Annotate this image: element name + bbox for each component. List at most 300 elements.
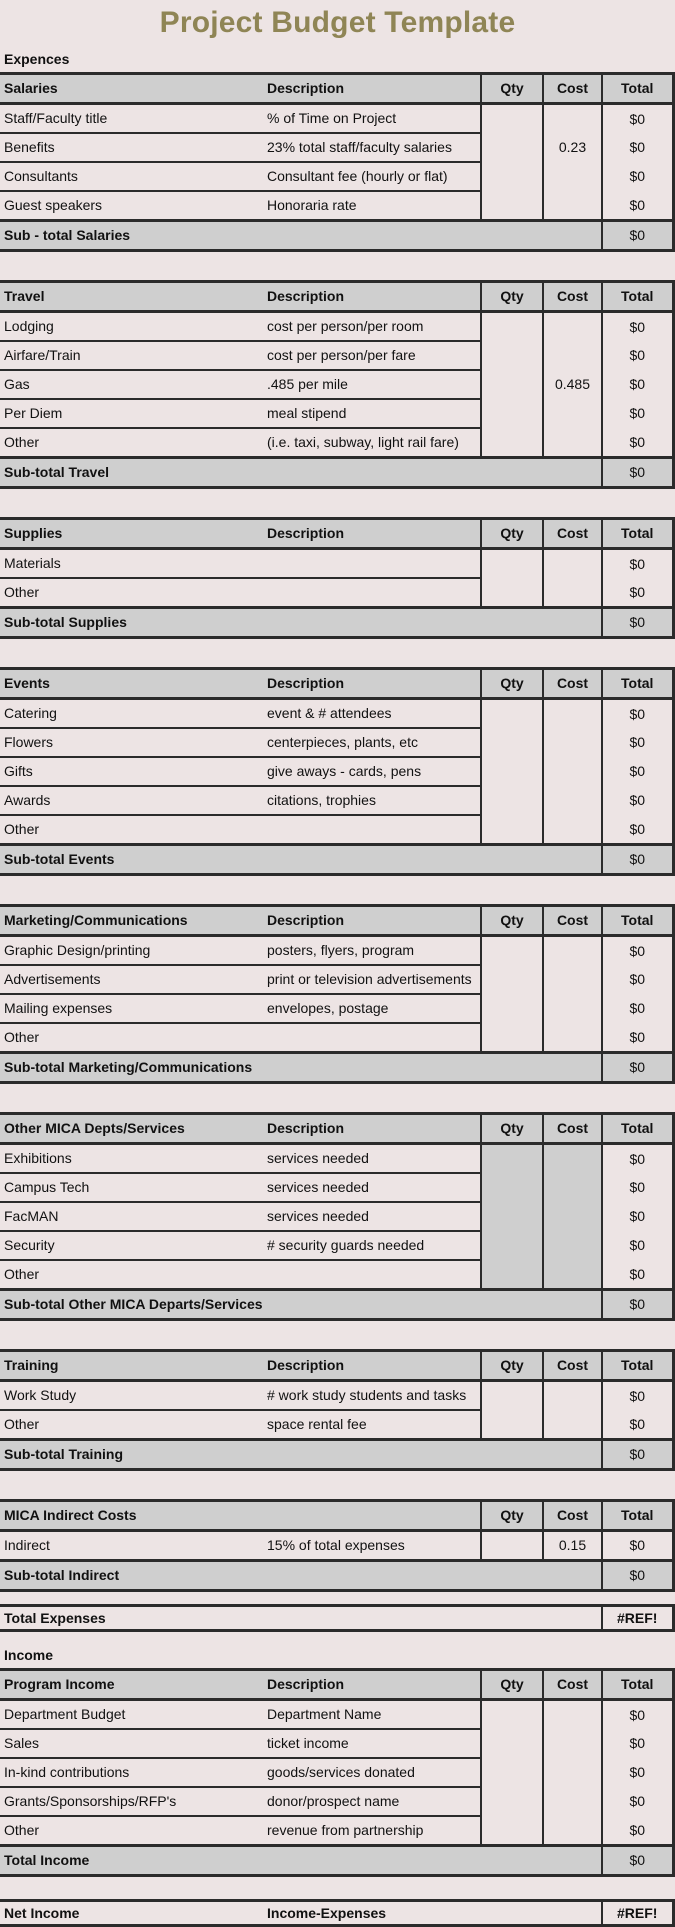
total-cell[interactable]: $0 — [602, 1231, 673, 1260]
row-description — [263, 549, 481, 579]
row-item: FacMAN — [0, 1202, 263, 1231]
description-header — [263, 1501, 481, 1531]
section-header — [0, 1351, 673, 1381]
total-header: Total — [602, 1501, 673, 1531]
total-header: Total — [602, 519, 673, 549]
total-cell[interactable]: $0 — [602, 1144, 673, 1174]
cost-header: Cost — [543, 1670, 602, 1700]
cost-header: Cost — [543, 282, 602, 312]
row-item: Staff/Faculty title — [0, 104, 263, 134]
cost-cell[interactable] — [543, 1700, 602, 1730]
cost-cell[interactable] — [543, 549, 602, 579]
expense-sections — [0, 72, 675, 1592]
row-description: meal stipend — [263, 399, 481, 428]
description-header: Description — [263, 519, 481, 549]
section-table — [0, 280, 675, 489]
table-row — [0, 133, 673, 162]
total-cell[interactable]: $0 — [602, 1260, 673, 1290]
subtotal-row — [0, 1053, 673, 1083]
row-item: Materials — [0, 549, 263, 579]
section-header — [0, 1501, 673, 1531]
income-label: Income — [4, 1647, 54, 1663]
table-row — [0, 728, 673, 757]
total-cell[interactable]: $0 — [602, 578, 673, 608]
qty-header: Qty — [481, 519, 543, 549]
description-header: Description — [263, 74, 481, 104]
row-description: space rental fee — [263, 1410, 481, 1440]
total-cell[interactable]: $0 — [602, 549, 673, 579]
total-expenses-label: Total Expenses — [0, 1606, 602, 1631]
subtotal-label: Sub-total Other MICA Departs/Services — [0, 1290, 602, 1320]
table-row — [0, 699, 673, 729]
total-expenses-row — [0, 1604, 675, 1632]
row-item: Campus Tech — [0, 1173, 263, 1202]
qty-cell[interactable] — [481, 312, 543, 342]
subtotal-value[interactable]: $0 — [602, 608, 673, 638]
row-item: Other — [0, 1410, 263, 1440]
table-row — [0, 1202, 673, 1231]
qty-cell[interactable] — [481, 1231, 543, 1260]
table-row — [0, 1410, 673, 1440]
table-row — [0, 815, 673, 845]
income-section — [0, 1668, 675, 1877]
cost-cell[interactable] — [543, 428, 602, 458]
row-description: cost per person/per room — [263, 312, 481, 342]
row-item: Indirect — [0, 1531, 263, 1561]
table-row — [0, 191, 673, 221]
subtotal-row — [0, 221, 673, 251]
row-description — [263, 815, 481, 845]
qty-cell[interactable] — [481, 994, 543, 1023]
table-row — [0, 578, 673, 608]
total-cell[interactable]: $0 — [602, 1729, 673, 1758]
qty-header: Qty — [481, 1670, 543, 1700]
total-cell[interactable]: $0 — [602, 699, 673, 729]
subtotal-label: Sub-total Indirect — [0, 1561, 602, 1591]
row-item: Other — [0, 1023, 263, 1053]
cost-cell[interactable] — [543, 1729, 602, 1758]
subtotal-row — [0, 1561, 673, 1591]
section-title: Marketing/Communications — [0, 906, 263, 936]
total-cell[interactable]: $0 — [602, 133, 673, 162]
row-description: services needed — [263, 1173, 481, 1202]
cost-cell[interactable] — [543, 578, 602, 608]
row-item: Security — [0, 1231, 263, 1260]
description-header: Description — [263, 669, 481, 699]
total-header: Total — [602, 1114, 673, 1144]
qty-cell[interactable] — [481, 1531, 543, 1561]
row-description: # work study students and tasks — [263, 1381, 481, 1411]
row-description: goods/services donated — [263, 1758, 481, 1787]
total-cell[interactable]: $0 — [602, 104, 673, 134]
row-description: print or television advertisements — [263, 965, 481, 994]
row-description: cost per person/per fare — [263, 341, 481, 370]
total-cell[interactable]: $0 — [602, 728, 673, 757]
subtotal-row — [0, 1290, 673, 1320]
cost-cell[interactable] — [543, 965, 602, 994]
subtotal-label: Sub-total Marketing/Communications — [0, 1053, 602, 1083]
subtotal-value[interactable]: $0 — [602, 1846, 673, 1876]
total-cell[interactable]: $0 — [602, 936, 673, 966]
row-item: Airfare/Train — [0, 341, 263, 370]
row-description: event & # attendees — [263, 699, 481, 729]
qty-header: Qty — [481, 74, 543, 104]
row-description: Honoraria rate — [263, 191, 481, 221]
total-cell[interactable]: $0 — [602, 1700, 673, 1730]
total-cell[interactable]: $0 — [602, 815, 673, 845]
table-row — [0, 428, 673, 458]
total-header: Total — [602, 1351, 673, 1381]
row-description: donor/prospect name — [263, 1787, 481, 1816]
qty-cell[interactable] — [481, 1260, 543, 1290]
subtotal-value[interactable]: $0 — [602, 221, 673, 251]
table-row — [0, 1531, 673, 1561]
table-row — [0, 936, 673, 966]
section-table — [0, 517, 675, 639]
total-cell[interactable]: $0 — [602, 1758, 673, 1787]
total-cell[interactable]: $0 — [602, 1787, 673, 1816]
section-header — [0, 1670, 673, 1700]
cost-cell[interactable] — [543, 815, 602, 845]
qty-cell[interactable] — [481, 1381, 543, 1411]
total-cell[interactable]: $0 — [602, 994, 673, 1023]
net-income-desc: Income-Expenses — [263, 1901, 602, 1926]
qty-cell[interactable] — [481, 936, 543, 966]
table-row — [0, 549, 673, 579]
row-item: Graphic Design/printing — [0, 936, 263, 966]
qty-header: Qty — [481, 669, 543, 699]
qty-cell[interactable] — [481, 699, 543, 729]
subtotal-value[interactable]: $0 — [602, 458, 673, 488]
cost-cell[interactable] — [543, 312, 602, 342]
qty-header: Qty — [481, 906, 543, 936]
cost-cell[interactable]: 0.23 — [543, 133, 602, 162]
qty-cell[interactable] — [481, 965, 543, 994]
row-description: ticket income — [263, 1729, 481, 1758]
row-description: revenue from partnership — [263, 1816, 481, 1846]
qty-cell[interactable] — [481, 1410, 543, 1440]
subtotal-row — [0, 845, 673, 875]
table-row — [0, 1787, 673, 1816]
section-table — [0, 667, 675, 876]
row-item: Other — [0, 578, 263, 608]
section-table — [0, 1112, 675, 1321]
cost-cell[interactable] — [543, 994, 602, 1023]
row-description: 15% of total expenses — [263, 1531, 481, 1561]
cost-cell[interactable] — [543, 1410, 602, 1440]
section-header — [0, 1114, 673, 1144]
cost-header: Cost — [543, 519, 602, 549]
total-cell[interactable]: $0 — [602, 1531, 673, 1561]
qty-cell[interactable] — [481, 1816, 543, 1846]
table-row — [0, 1023, 673, 1053]
total-cell[interactable]: $0 — [602, 786, 673, 815]
row-description: envelopes, postage — [263, 994, 481, 1023]
section-table — [0, 1349, 675, 1471]
cost-cell[interactable] — [543, 341, 602, 370]
qty-header: Qty — [481, 1114, 543, 1144]
cost-cell[interactable] — [543, 162, 602, 191]
table-row — [0, 994, 673, 1023]
qty-cell[interactable] — [481, 1173, 543, 1202]
table-row — [0, 786, 673, 815]
subtotal-value[interactable]: $0 — [602, 845, 673, 875]
subtotal-row — [0, 1440, 673, 1470]
description-header: Description — [263, 1351, 481, 1381]
row-item: Guest speakers — [0, 191, 263, 221]
total-cell[interactable]: $0 — [602, 1816, 673, 1846]
row-description: services needed — [263, 1202, 481, 1231]
cost-cell[interactable] — [543, 728, 602, 757]
total-header: Total — [602, 282, 673, 312]
row-item: Other — [0, 815, 263, 845]
subtotal-label: Sub-total Supplies — [0, 608, 602, 638]
qty-cell[interactable] — [481, 786, 543, 815]
qty-header: Qty — [481, 1351, 543, 1381]
qty-cell[interactable] — [481, 370, 543, 399]
cost-header: Cost — [543, 74, 602, 104]
qty-cell[interactable] — [481, 162, 543, 191]
row-item: Other — [0, 1260, 263, 1290]
section-table — [0, 1668, 675, 1877]
row-description: centerpieces, plants, etc — [263, 728, 481, 757]
subtotal-value[interactable]: $0 — [602, 1440, 673, 1470]
table-row — [0, 1729, 673, 1758]
total-header: Total — [602, 669, 673, 699]
cost-cell[interactable] — [543, 1144, 602, 1174]
section-title: Program Income — [0, 1670, 263, 1700]
qty-cell[interactable] — [481, 133, 543, 162]
cost-cell[interactable] — [543, 699, 602, 729]
subtotal-value[interactable]: $0 — [602, 1561, 673, 1591]
row-description: # security guards needed — [263, 1231, 481, 1260]
table-row — [0, 312, 673, 342]
qty-cell[interactable] — [481, 191, 543, 221]
qty-cell[interactable] — [481, 1202, 543, 1231]
qty-cell[interactable] — [481, 1758, 543, 1787]
section-header — [0, 282, 673, 312]
row-item: Mailing expenses — [0, 994, 263, 1023]
subtotal-row — [0, 608, 673, 638]
row-item: Gifts — [0, 757, 263, 786]
row-item: Benefits — [0, 133, 263, 162]
section-header — [0, 74, 673, 104]
total-cell[interactable]: $0 — [602, 399, 673, 428]
description-header: Description — [263, 1670, 481, 1700]
row-description: Consultant fee (hourly or flat) — [263, 162, 481, 191]
cost-cell[interactable] — [543, 1202, 602, 1231]
qty-cell[interactable] — [481, 104, 543, 134]
total-expenses-value[interactable]: #REF! — [602, 1606, 673, 1631]
qty-cell[interactable] — [481, 549, 543, 579]
section-title: Events — [0, 669, 263, 699]
total-cell[interactable]: $0 — [602, 191, 673, 221]
total-header: Total — [602, 74, 673, 104]
row-item: Per Diem — [0, 399, 263, 428]
row-item: Department Budget — [0, 1700, 263, 1730]
row-item: Other — [0, 428, 263, 458]
cost-header: Cost — [543, 1501, 602, 1531]
row-item: Flowers — [0, 728, 263, 757]
total-cell[interactable]: $0 — [602, 1381, 673, 1411]
description-header: Description — [263, 282, 481, 312]
cost-cell[interactable] — [543, 104, 602, 134]
table-row — [0, 399, 673, 428]
table-row — [0, 1816, 673, 1846]
section-title: Training — [0, 1351, 263, 1381]
qty-cell[interactable] — [481, 1729, 543, 1758]
net-income-row — [0, 1899, 675, 1927]
qty-cell[interactable] — [481, 1787, 543, 1816]
row-item: Sales — [0, 1729, 263, 1758]
row-item: Work Study — [0, 1381, 263, 1411]
total-cell[interactable]: $0 — [602, 1202, 673, 1231]
subtotal-value[interactable]: $0 — [602, 1290, 673, 1320]
table-row — [0, 1700, 673, 1730]
row-description: services needed — [263, 1144, 481, 1174]
total-cell[interactable]: $0 — [602, 965, 673, 994]
net-income-value[interactable]: #REF! — [602, 1901, 673, 1926]
cost-cell[interactable]: 0.15 — [543, 1531, 602, 1561]
qty-cell[interactable] — [481, 341, 543, 370]
section-header — [0, 906, 673, 936]
qty-cell[interactable] — [481, 399, 543, 428]
qty-header: Qty — [481, 282, 543, 312]
cost-cell[interactable] — [543, 1260, 602, 1290]
section-table — [0, 72, 675, 252]
table-row — [0, 1231, 673, 1260]
cost-cell[interactable] — [543, 1758, 602, 1787]
row-item: Consultants — [0, 162, 263, 191]
total-header: Total — [602, 906, 673, 936]
subtotal-label: Sub - total Salaries — [0, 221, 602, 251]
row-item: Awards — [0, 786, 263, 815]
total-cell[interactable]: $0 — [602, 341, 673, 370]
cost-header: Cost — [543, 669, 602, 699]
subtotal-label: Sub-total Training — [0, 1440, 602, 1470]
net-income-label: Net Income — [0, 1901, 263, 1926]
qty-header: Qty — [481, 1501, 543, 1531]
qty-cell[interactable] — [481, 578, 543, 608]
row-description: % of Time on Project — [263, 104, 481, 134]
row-item: Advertisements — [0, 965, 263, 994]
qty-cell[interactable] — [481, 728, 543, 757]
table-row — [0, 104, 673, 134]
page-title: Project Budget Template — [159, 6, 516, 39]
row-description: (i.e. taxi, subway, light rail fare) — [263, 428, 481, 458]
total-cell[interactable]: $0 — [602, 162, 673, 191]
section-table — [0, 1499, 675, 1592]
cost-cell[interactable] — [543, 1787, 602, 1816]
qty-cell[interactable] — [481, 815, 543, 845]
cost-cell[interactable] — [543, 1816, 602, 1846]
section-header — [0, 519, 673, 549]
description-header: Description — [263, 906, 481, 936]
row-description — [263, 1023, 481, 1053]
cost-header: Cost — [543, 906, 602, 936]
row-description: .485 per mile — [263, 370, 481, 399]
total-header: Total — [602, 1670, 673, 1700]
expences-label: Expences — [4, 51, 70, 67]
row-description: posters, flyers, program — [263, 936, 481, 966]
section-title: Salaries — [0, 74, 263, 104]
table-row — [0, 1381, 673, 1411]
cost-cell[interactable] — [543, 757, 602, 786]
cost-cell[interactable] — [543, 1231, 602, 1260]
subtotal-label: Sub-total Events — [0, 845, 602, 875]
subtotal-label: Sub-total Travel — [0, 458, 602, 488]
qty-cell[interactable] — [481, 1144, 543, 1174]
subtotal-value[interactable]: $0 — [602, 1053, 673, 1083]
row-description: citations, trophies — [263, 786, 481, 815]
subtotal-label: Total Income — [0, 1846, 602, 1876]
cost-header: Cost — [543, 1351, 602, 1381]
cost-cell[interactable] — [543, 1173, 602, 1202]
table-row — [0, 162, 673, 191]
table-row — [0, 965, 673, 994]
cost-cell[interactable]: 0.485 — [543, 370, 602, 399]
qty-cell[interactable] — [481, 428, 543, 458]
section-title: Travel — [0, 282, 263, 312]
subtotal-row — [0, 1846, 673, 1876]
description-header: Description — [263, 1114, 481, 1144]
cost-cell[interactable] — [543, 936, 602, 966]
section-title: MICA Indirect Costs — [0, 1501, 263, 1531]
row-item: Catering — [0, 699, 263, 729]
row-description — [263, 578, 481, 608]
row-item: Lodging — [0, 312, 263, 342]
cost-cell[interactable] — [543, 399, 602, 428]
total-cell[interactable]: $0 — [602, 370, 673, 399]
total-cell[interactable]: $0 — [602, 312, 673, 342]
section-table — [0, 904, 675, 1084]
table-row — [0, 1144, 673, 1174]
total-cell[interactable]: $0 — [602, 1023, 673, 1053]
cost-cell[interactable] — [543, 786, 602, 815]
table-row — [0, 1260, 673, 1290]
row-description: 23% total staff/faculty salaries — [263, 133, 481, 162]
row-description: Department Name — [263, 1700, 481, 1730]
total-cell[interactable]: $0 — [602, 428, 673, 458]
row-item: In-kind contributions — [0, 1758, 263, 1787]
cost-cell[interactable] — [543, 191, 602, 221]
table-row — [0, 370, 673, 399]
table-row — [0, 341, 673, 370]
cost-header: Cost — [543, 1114, 602, 1144]
table-row — [0, 1173, 673, 1202]
row-item: Other — [0, 1816, 263, 1846]
qty-cell[interactable] — [481, 1700, 543, 1730]
section-title: Other MICA Depts/Services — [0, 1114, 263, 1144]
section-header — [0, 669, 673, 699]
cost-cell[interactable] — [543, 1381, 602, 1411]
cost-cell[interactable] — [543, 1023, 602, 1053]
total-cell[interactable]: $0 — [602, 1410, 673, 1440]
table-row — [0, 757, 673, 786]
table-row — [0, 1758, 673, 1787]
qty-cell[interactable] — [481, 757, 543, 786]
row-description: give aways - cards, pens — [263, 757, 481, 786]
subtotal-row — [0, 458, 673, 488]
row-item: Exhibitions — [0, 1144, 263, 1174]
total-cell[interactable]: $0 — [602, 1173, 673, 1202]
row-description — [263, 1260, 481, 1290]
row-item: Grants/Sponsorships/RFP's — [0, 1787, 263, 1816]
section-title: Supplies — [0, 519, 263, 549]
qty-cell[interactable] — [481, 1023, 543, 1053]
total-cell[interactable]: $0 — [602, 757, 673, 786]
row-item: Gas — [0, 370, 263, 399]
